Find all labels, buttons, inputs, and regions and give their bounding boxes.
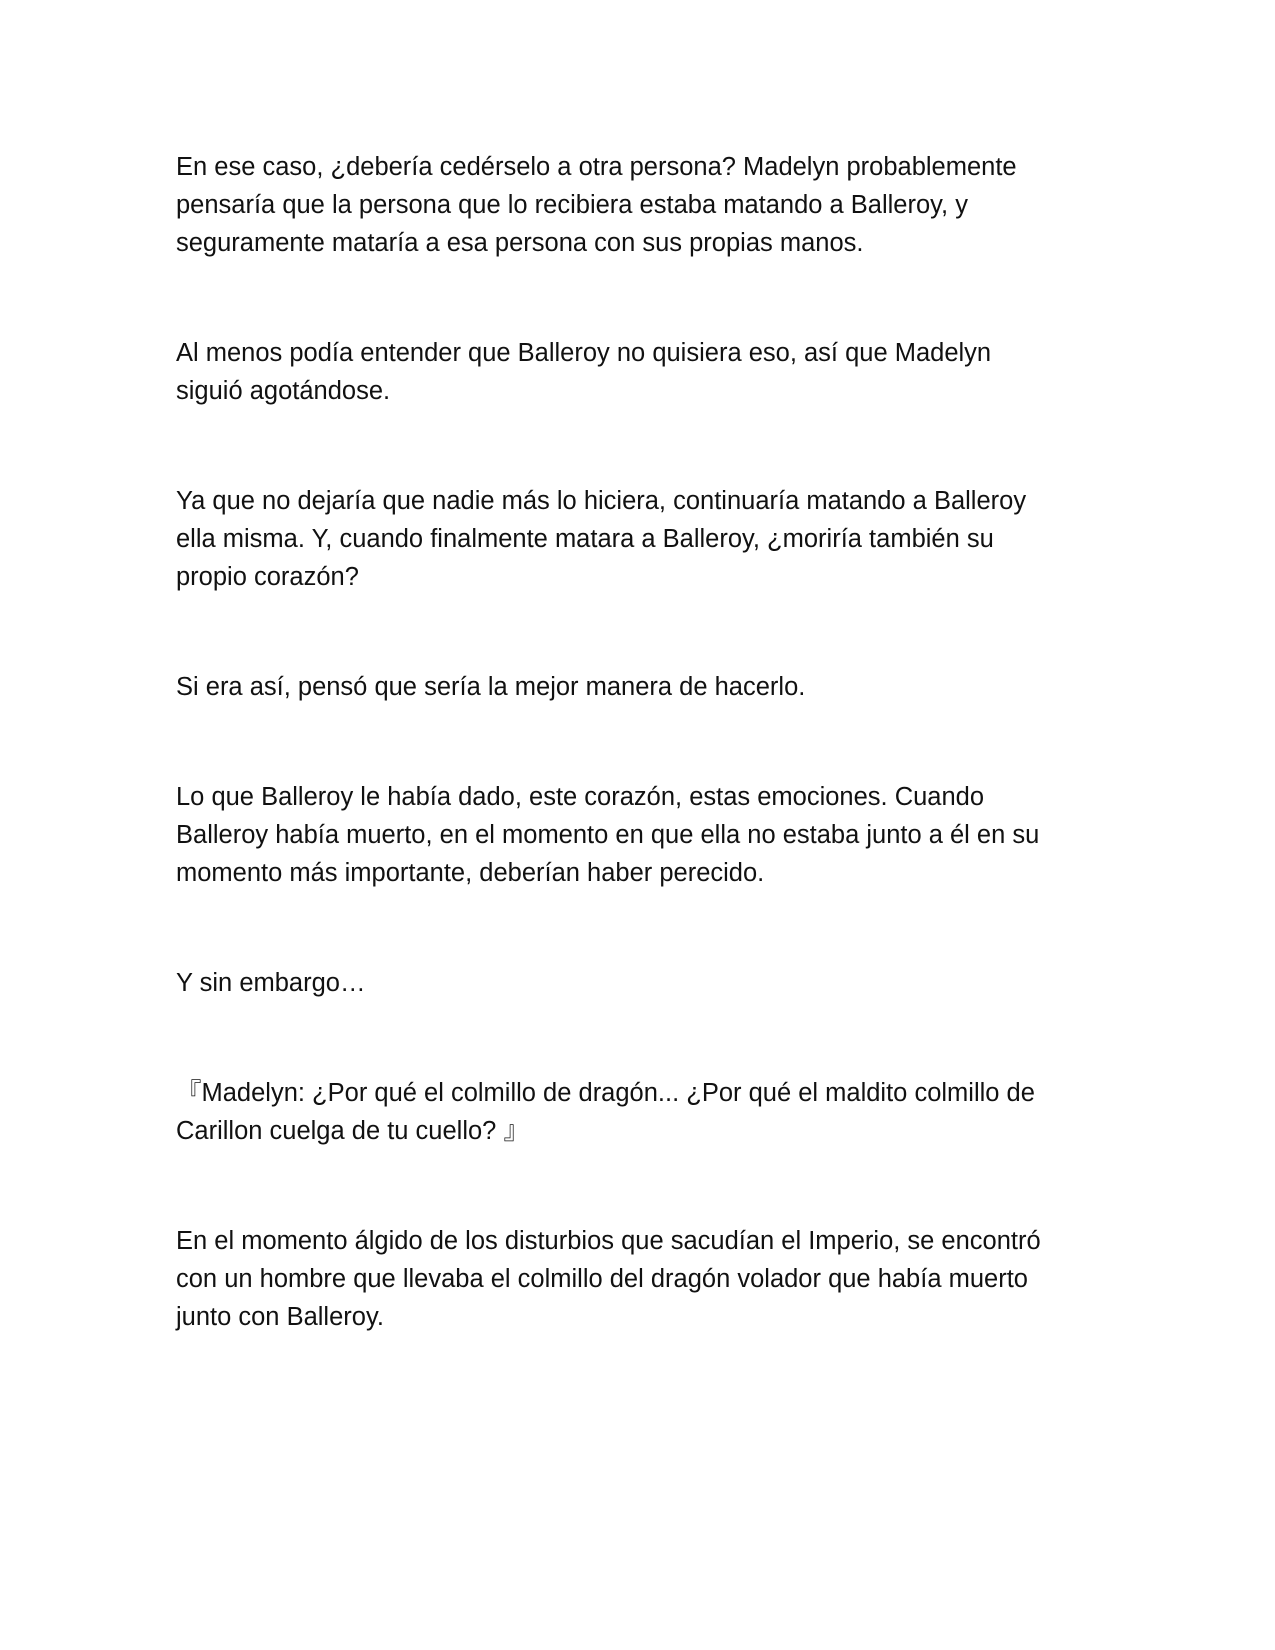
paragraph: Ya que no dejaría que nadie más lo hiciera, continuaría matando a Balleroy ella misma. Y, cuando finalmente matara a Balleroy, ¿moriría también su propio corazón? xyxy=(176,487,1027,591)
paragraph: Y sin embargo… xyxy=(176,969,366,997)
dialogue-paragraph: 『Madelyn: ¿Por qué el colmillo de dragón... ¿Por qué el maldito colmillo de Carillon cuelga de tu cuello? 』 xyxy=(176,1079,1035,1145)
paragraph: En el momento álgido de los disturbios que sacudían el Imperio, se encontró con un hombre que llevaba el colmillo del dragón volador que había muerto junto con Balleroy. xyxy=(176,1227,1041,1331)
paragraph: En ese caso, ¿debería cedérselo a otra persona? Madelyn probablemente pensaría que la persona que lo recibiera estaba matando a Balleroy, y seguramente mataría a esa persona con sus propias manos. xyxy=(176,153,1017,257)
document-body xyxy=(176,148,1096,1336)
paragraph: Si era así, pensó que sería la mejor manera de hacerlo. xyxy=(176,673,806,701)
paragraph: Al menos podía entender que Balleroy no quisiera eso, así que Madelyn siguió agotándose. xyxy=(176,339,992,405)
paragraph: Lo que Balleroy le había dado, este corazón, estas emociones. Cuando Balleroy había muerto, en el momento en que ella no estaba junto a él en su momento más importante, deberían haber perecido. xyxy=(176,783,1040,887)
